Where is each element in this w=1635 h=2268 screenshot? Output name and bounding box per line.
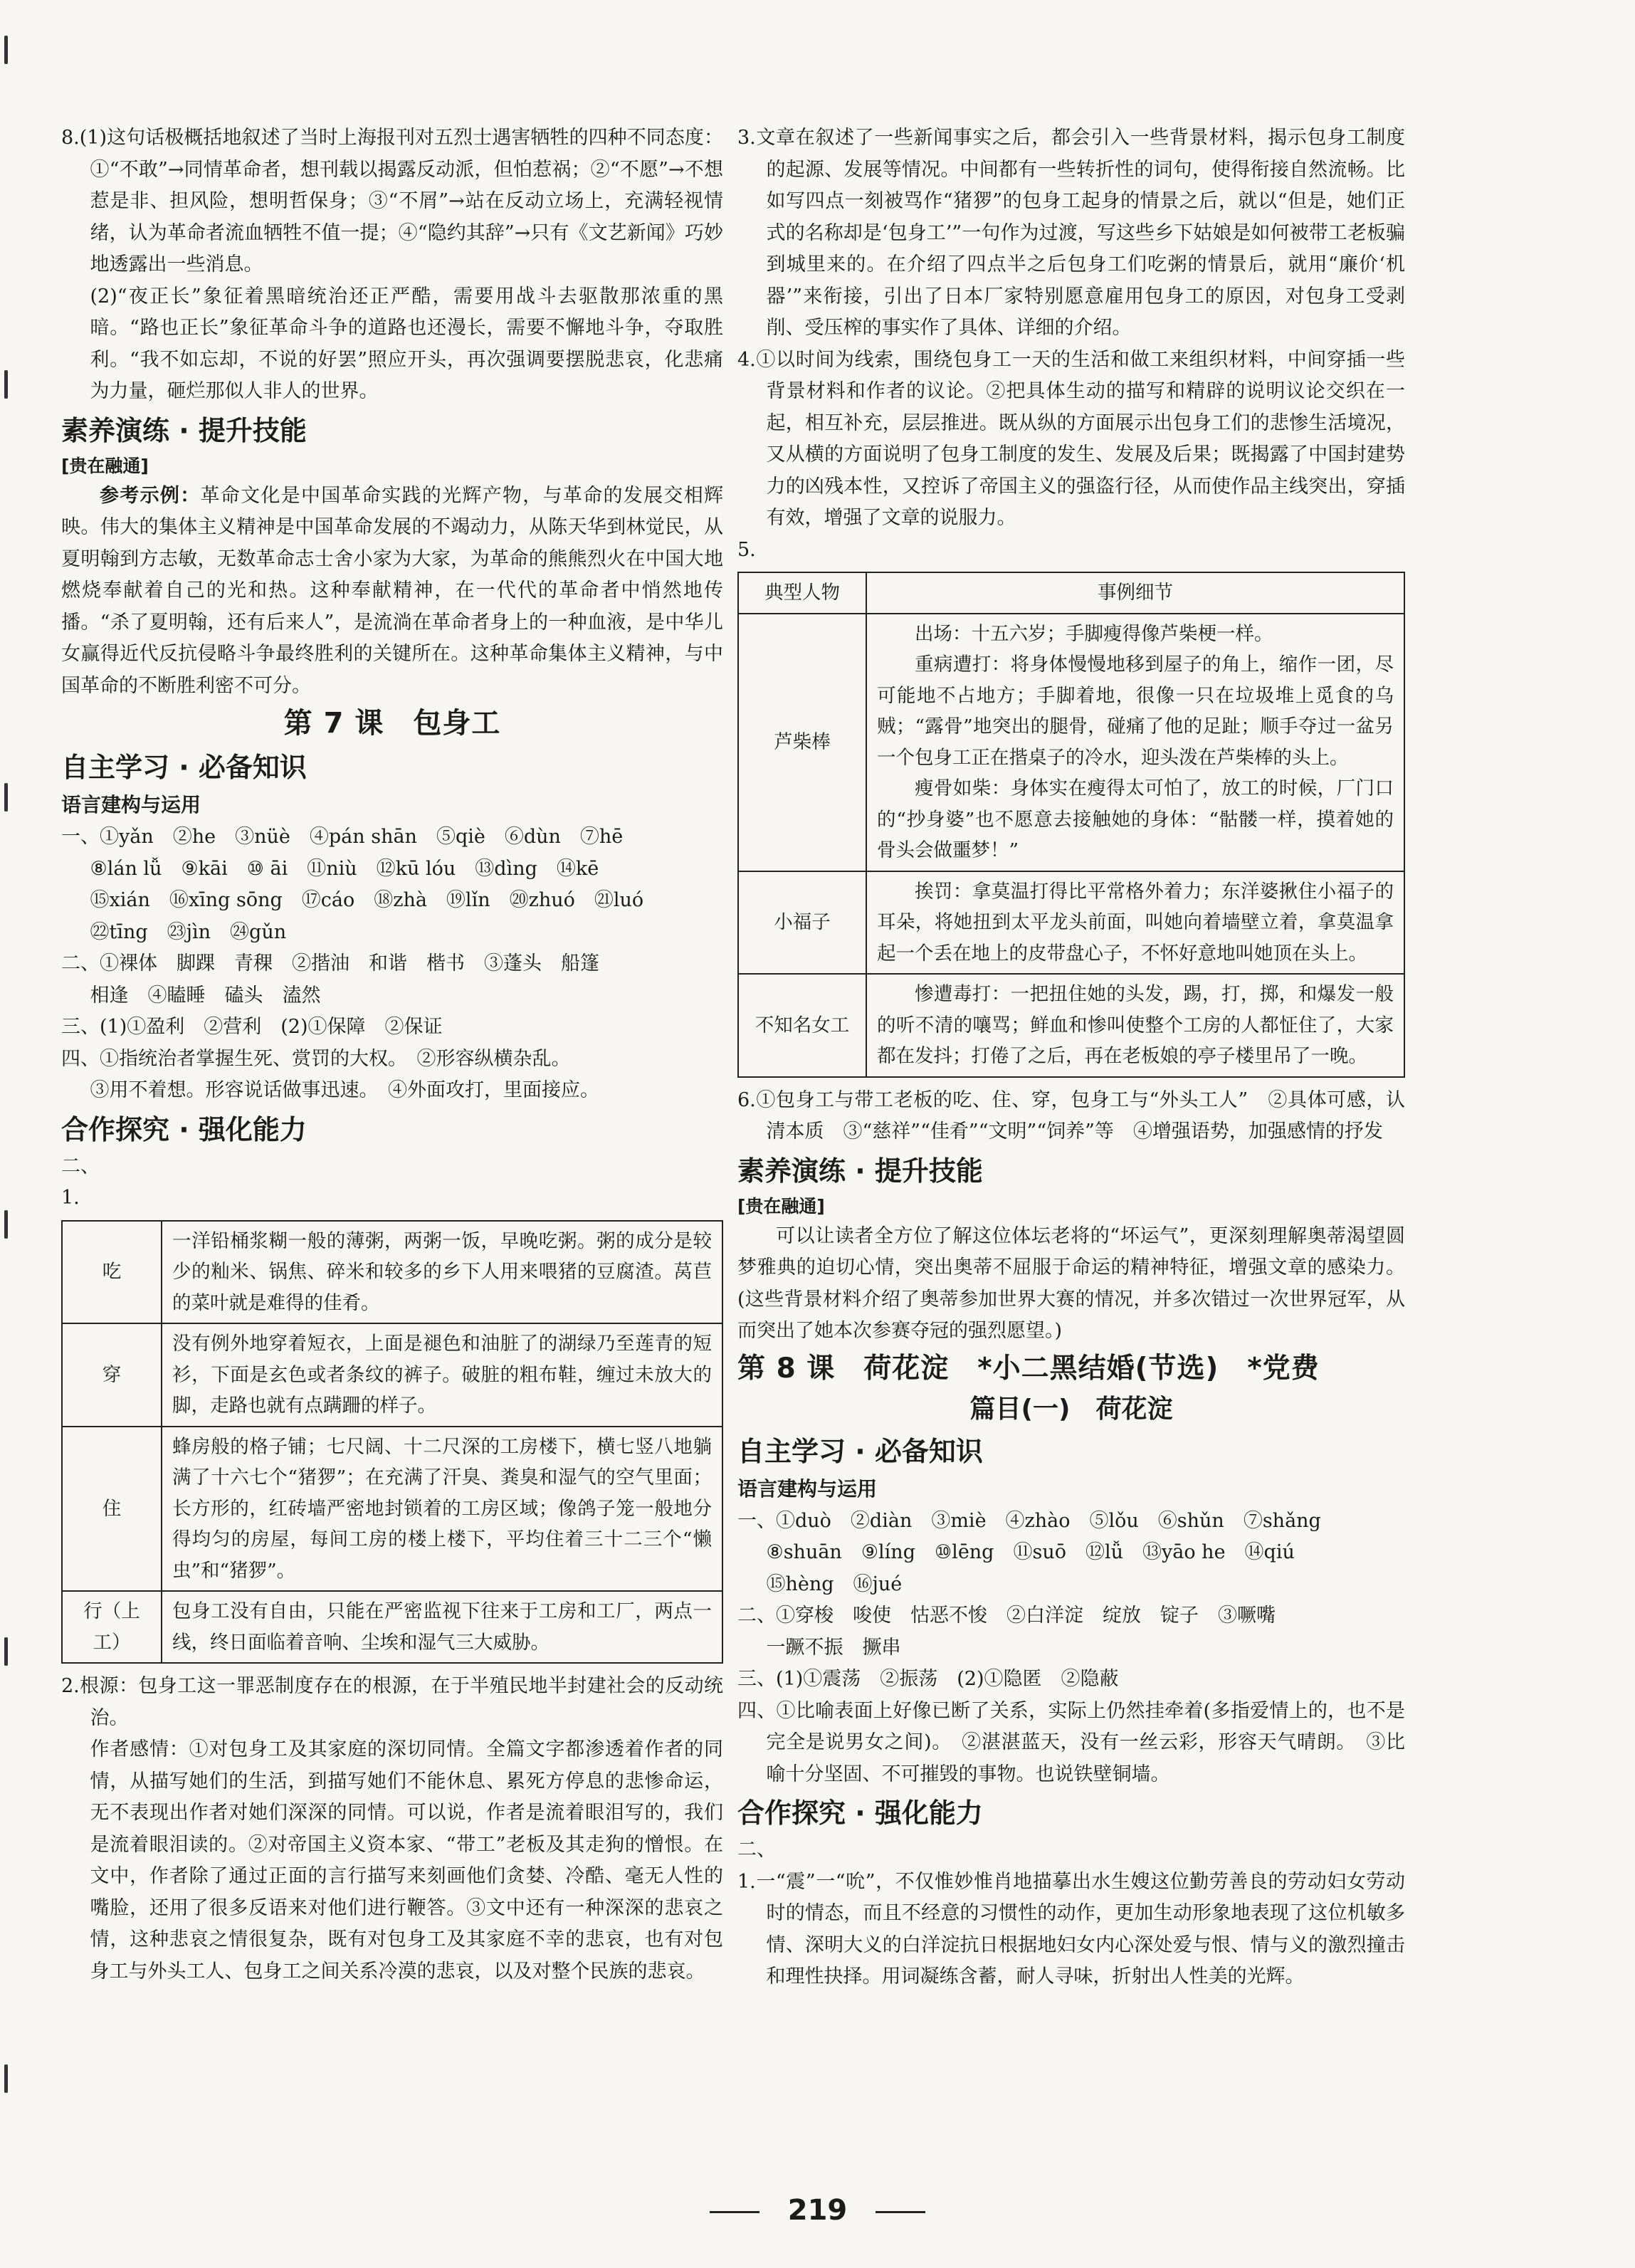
answer-3: 3.文章在叙述了一些新闻事实之后，都会引入一些背景材料，揭示包身工制度的起源、发展等情况。中间都有一些转折性的词句，使得衔接自然流畅。比如写四点一刻被骂作“猪猡”的包身工起身的情景之后，就以“但是，她们正式的名称却是‘包身工’”一句作为过渡，写这些乡下姑娘是如何被带工老板骗到城里来的。在介绍了四点半之后包身工们吃粥的情景后，就用“廉价‘机器’”来衔接，引出了日本厂家特别愿意雇用包身工的原因，对包身工受剥削、受压榨的事实作了具体、详细的介绍。	[737, 127, 1405, 339]
binding-mark	[4, 1210, 8, 1239]
reference-label: 参考示例：	[100, 484, 201, 507]
subsection-heading: 语言建构与运用	[737, 1476, 878, 1501]
answer-8-part1: 8.(1)这句话极概括地叙述了当时上海报刊对五烈士遇害牺牲的四种不同态度：①“不敢”→同情革命者，想刊载以揭露反动派，但怕惹祸；②“不愿”→不想惹是非、担风险，想明哲保身；③“不屑”→站在反动立场上，充满轻视情绪，认为革命者流血牺牲不值一提；④“隐约其辞”→只有《文艺新闻》巧妙地透露出一些消息。	[61, 127, 723, 275]
table-header: 典型人物	[738, 572, 866, 614]
section-heading: 自主学习 · 必备知识	[61, 752, 307, 783]
table-row	[62, 1323, 722, 1427]
table-row	[738, 974, 1404, 1077]
meaning-line: 四、①比喻表面上好像已断了关系，实际上仍然挂牵着(多指爱情上的，也不是完全是说男女之间)。 ②湛湛蓝天，没有一丝云彩，形容天气晴朗。 ③比喻十分坚固、不可摧毁的事物。也说铁壁铜墙。	[737, 1699, 1405, 1785]
answer-1: 1.一“震”一“吮”，不仅惟妙惟肖地描摹出水生嫂这位勤劳善良的劳动妇女劳动时的情态，而且不经意的习惯性的动作，更加生动形象地表现了这位机敏多情、深明大义的白洋淀抗日根据地妇女内心深处爱与恨、情与义的激烈撞击和理性抉择。用词凝练含蓄，耐人寻味，折射出人性美的光辉。	[737, 1870, 1405, 1988]
table-row	[62, 1591, 722, 1663]
detail-text: 重病遭打：将身体慢慢地移到屋子的角上，缩作一团，尽可能地不占地方；手脚着地，很像一只在垃圾堆上觅食的乌贼；“露骨”地突出的腿骨，碰痛了他的足趾；顺手夺过一盆另一个包身工正在揩桌子的冷水，迎头泼在芦柴棒的头上。	[877, 653, 1394, 769]
table-key: 不知名女工	[738, 974, 866, 1077]
part-label: 二、	[737, 1839, 776, 1861]
table-key: 芦柴棒	[738, 614, 866, 871]
tag-label: [贵在融通]	[737, 1195, 825, 1217]
answer-6: 6.①包身工与带工老板的吃、住、穿，包身工与“外头工人” ②具体可感，认清本质 ③“慈祥”“佳肴”“文明”“饲养”等 ④增强语势，加强感情的抒发	[737, 1088, 1405, 1143]
table-key: 住	[62, 1427, 162, 1592]
binding-mark	[4, 36, 8, 64]
life-table	[61, 1220, 723, 1664]
table-row	[738, 614, 1404, 871]
binding-mark	[4, 1637, 8, 1666]
table-key: 小福子	[738, 871, 866, 975]
table-row	[62, 1427, 722, 1592]
binding-mark	[4, 370, 8, 399]
answer-4: 4.①以时间为线索，围绕包身工一天的生活和做工来组织材料，中间穿插一些背景材料和作者的议论。②把具体生动的描写和精辟的说明议论交织在一起，相互补充，层层推进。既从纵的方面展示出包身工们的悲惨生活境况，又从横的方面说明了包身工制度的发生、发展及后果；既揭露了中国封建势力的凶残本性，又控诉了帝国主义的强盗行径，从而使作品主线突出，穿插有效，增强了文章的说服力。	[737, 348, 1405, 529]
answer-8-part2: (2)“夜正长”象征着黑暗统治还正严酷，需要用战斗去驱散那浓重的黑暗。“路也正长”象征革命斗争的道路也还漫长，需要不懈地斗争，夺取胜利。“我不如忘却，不说的好罢”照应开头，再次强调要摆脱悲哀，化悲痛为力量，砸烂那似人非人的世界。	[90, 285, 723, 402]
table-key: 穿	[62, 1323, 162, 1427]
section-heading: 自主学习 · 必备知识	[737, 1435, 983, 1467]
question-label: 1.	[61, 1187, 80, 1209]
answer-2-emotion: 作者感情：①对包身工及其家庭的深切同情。全篇文字都渗透着作者的同情，从描写她们的生活，到描写她们不能休息、累死方停息的悲惨命运，无不表现出作者对她们深深的同情。可以说，作者是流着眼泪写的，我们是流着眼泪读的。②对帝国主义资本家、“带工”老板及其走狗的憎恨。在文中，作者除了通过正面的言行描写来刻画他们贪婪、冷酷、毫无人性的嘴脸，还用了很多反语来对他们进行鞭答。③文中还有一种深深的悲哀之情，这种悲哀之情很复杂，既有对包身工及其家庭不幸的悲哀，也有对包身工与外头工人、包身工之间关系冷漠的悲哀，以及对整个民族的悲哀。	[90, 1738, 723, 1983]
table-header-row	[738, 572, 1404, 614]
detail-text: 挨罚：拿莫温打得比平常格外着力；东洋婆揪住小福子的耳朵，将她扭到太平龙头前面，叫她向着墙壁立着，拿莫温拿起一个丢在地上的皮带盘心子，不怀好意地叫她顶在头上。	[877, 880, 1394, 965]
pinyin-line: ⑧shuān ⑨líng ⑩lēng ⑪suō ⑫lǚ ⑬yāo he ⑭qiú	[766, 1541, 1295, 1563]
left-column	[61, 122, 723, 1988]
word-line: 一蹶不振 撅串	[766, 1636, 901, 1659]
binding-mark	[4, 783, 8, 812]
pinyin-line: ㉒tīng ㉓jìn ㉔gǔn	[90, 920, 287, 943]
table-key: 行（上工）	[62, 1591, 162, 1663]
chapter-title: 篇目(一) 荷花淀	[969, 1394, 1173, 1424]
detail-text: 惨遭毒打：一把扭住她的头发，踢，打，掷，和爆发一般的听不清的嚷骂；鲜血和惨叫使整个工房的人都怔住了，大家都在发抖；打倦了之后，再在老板娘的亭子楼里吊了一晚。	[877, 983, 1394, 1067]
pinyin-line: 一、①yǎn ②he ③nüè ④pán shān ⑤qiè ⑥dùn ⑦hē	[61, 826, 624, 848]
table-cell: 没有例外地穿着短衣，上面是褪色和油脏了的湖绿乃至莲青的短衫，下面是玄色或者条纹的裤子。破脏的粗布鞋，缠过未放大的脚，走路也就有点蹒跚的样子。	[162, 1323, 722, 1427]
word-line: 二、①穿梭 唆使 怙恶不悛 ②白洋淀 绽放 锭子 ③噘嘴	[737, 1605, 1276, 1627]
word-line: 二、①裸体 脚踝 青稞 ②揩油 和谐 楷书 ③蓬头 船篷	[61, 952, 599, 975]
table-row	[738, 871, 1404, 975]
page-number: 219	[787, 2194, 848, 2227]
table-cell	[866, 871, 1404, 975]
subsection-heading: 语言建构与运用	[61, 793, 201, 817]
section-heading: 素养演练 · 提升技能	[737, 1155, 983, 1187]
word-line: 三、(1)①震荡 ②振荡 (2)①隐匿 ②隐蔽	[737, 1668, 1119, 1690]
table-cell: 包身工没有自由，只能在严密监视下往来于工房和工厂，两点一线，终日面临着音响、尘埃和湿气三大威胁。	[162, 1591, 722, 1663]
table-key: 吃	[62, 1221, 162, 1324]
word-line: 相逢 ④瞌睡 磕头 溘然	[90, 984, 321, 1007]
pinyin-line: 一、①duò ②diàn ③miè ④zhào ⑤lǒu ⑥shǔn ⑦shǎng	[737, 1509, 1321, 1532]
word-line: 三、(1)①盈利 ②营利 (2)①保障 ②保证	[61, 1016, 443, 1038]
binding-mark	[4, 2064, 8, 2093]
tag-label: [贵在融通]	[61, 455, 149, 476]
table-header: 事例细节	[866, 572, 1404, 614]
character-table	[737, 572, 1405, 1078]
section-heading: 合作探究 · 强化能力	[61, 1113, 307, 1145]
lesson-title: 第 7 课 包身工	[283, 707, 501, 740]
footer-rule	[710, 2211, 759, 2213]
footer-rule	[876, 2211, 925, 2213]
answer-2-root: 2.根源：包身工这一罪恶制度存在的根源，在于半殖民地半封建社会的反动统治。	[61, 1675, 723, 1729]
lesson-title: 第 8 课 荷花淀 *小二黑结婚(节选) *党费	[737, 1352, 1320, 1385]
table-cell	[866, 974, 1404, 1077]
guizai-text: 可以让读者全方位了解这位体坛老将的“坏运气”，更深刻理解奥蒂渴望圆梦雅典的迫切心情，突出奥蒂不屈服于命运的精神特征，增强文章的感染力。(这些背景材料介绍了奥蒂参加世界大赛的情况，并多次错过一次世界冠军，从而突出了她本次参赛夺冠的强烈愿望。)	[737, 1224, 1405, 1342]
meaning-line: ③用不着想。形容说话做事迅速。 ④外面攻打，里面接应。	[90, 1079, 599, 1101]
right-column	[737, 122, 1405, 1993]
reference-text: 革命文化是中国革命实践的光辉产物，与革命的发展交相辉映。伟大的集体主义精神是中国革命发展的不竭动力，从陈天华到林觉民，从夏明翰到方志敏，无数革命志士舍小家为大家，为革命的熊熊烈火在中国大地燃烧奉献着自己的光和热。这种奉献精神，在一代代的革命者中悄然地传播。“杀了夏明翰，还有后来人”，是流淌在革命者身上的一种血液，是中华儿女赢得近代反抗侵略斗争最终胜利的关键所在。这种革命集体主义精神，与中国革命的不断胜利密不可分。	[61, 484, 723, 697]
pinyin-line: ⑧lán lǚ ⑨kāi ⑩ āi ⑪niù ⑫kū lóu ⑬dìng ⑭kē	[90, 857, 599, 880]
detail-text: 瘦骨如柴：身体实在瘦得太可怕了，放工的时候，厂门口的“抄身婆”也不愿意去接触她的身体：“骷髅一样，摸着她的骨头会做噩梦！”	[877, 777, 1394, 861]
question-label: 5.	[737, 538, 756, 561]
table-cell: 蜂房般的格子铺；七尺阔、十二尺深的工房楼下，横七竖八地躺满了十六七个“猪猡”；在充满了汗臭、粪臭和湿气的空气里面；长方形的，红砖墙严密地封锁着的工房区域；像鸽子笼一般地分得均匀的房屋，每间工房的楼上楼下，平均住着三十二三个“懒虫”和“猪猡”。	[162, 1427, 722, 1592]
meaning-line: 四、①指统治者掌握生死、赏罚的大权。 ②形容纵横杂乱。	[61, 1047, 571, 1070]
pinyin-line: ⑮xián ⑯xīng sōng ⑰cáo ⑱zhà ⑲lǐn ⑳zhuó ㉑luó	[90, 889, 644, 911]
pinyin-line: ⑮hèng ⑯jué	[766, 1573, 903, 1595]
section-heading: 素养演练 · 提升技能	[61, 414, 307, 446]
table-row	[62, 1221, 722, 1324]
page-footer	[0, 2194, 1635, 2227]
table-cell: 一洋铅桶浆糊一般的薄粥，两粥一饭，早晚吃粥。粥的成分是较少的籼米、锅焦、碎米和较多的乡下人用来喂猪的豆腐渣。莴苣的菜叶就是难得的佳肴。	[162, 1221, 722, 1324]
part-label: 二、	[61, 1155, 100, 1177]
reference-example	[61, 481, 723, 703]
section-heading: 合作探究 · 强化能力	[737, 1797, 983, 1829]
detail-text: 出场：十五六岁；手脚瘦得像芦柴梗一样。	[915, 622, 1273, 645]
table-cell	[866, 614, 1404, 871]
